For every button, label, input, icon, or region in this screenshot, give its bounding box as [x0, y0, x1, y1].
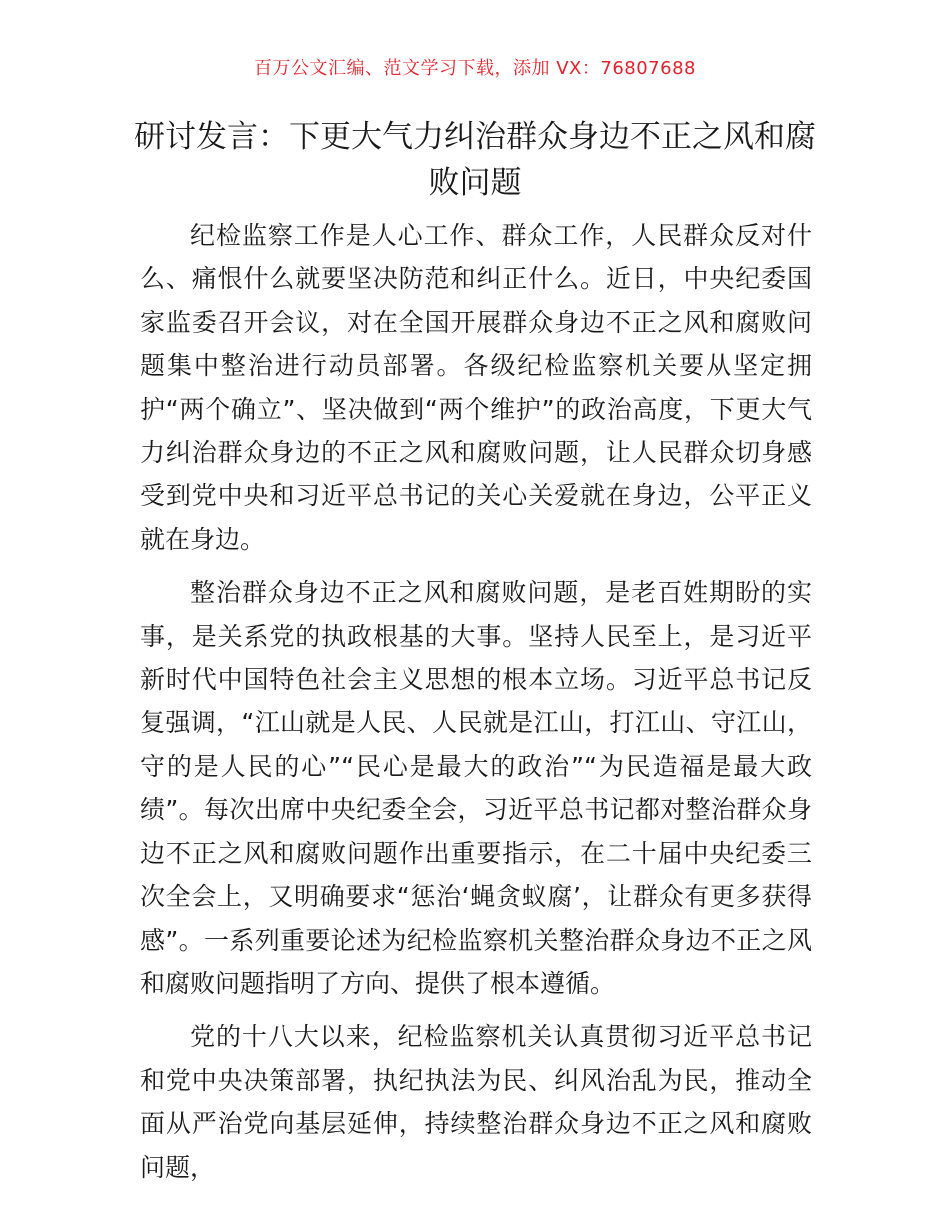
document-title: 研讨发言：下更大气力纠治群众身边不正之风和腐败问题 — [134, 119, 816, 201]
document-body — [140, 214, 812, 1199]
header-watermark-note: 百万公文汇编、范文学习下载，添加 VX：76807688 — [254, 58, 696, 79]
paragraph-1: 纪检监察工作是人心工作、群众工作，人民群众反对什么、痛恨什么就要坚决防范和纠正什么。近日，中央纪委国家监委召开会议，对在全国开展群众身边不正之风和腐败问题集中整治进行动员部署。各级纪检监察机关要从坚定拥护“两个确立”、坚决做到“两个维护”的政治高度，下更大气力纠治群众身边的不正之风和腐败问题，让人民群众切身感受到党中央和习近平总书记的关心关爱就在身边，公平正义就在身边。 — [140, 221, 812, 554]
paragraph-2: 整治群众身边不正之风和腐败问题，是老百姓期盼的实事，是关系党的执政根基的大事。坚持人民至上，是习近平新时代中国特色社会主义思想的根本立场。习近平总书记反复强调，“江山就是人民、人民就是江山，打江山、守江山，守的是人民的心”“民心是最大的政治”“为民造福是最大政绩”。每次出席中央纪委全会，习近平总书记都对整治群众身边不正之风和腐败问题作出重要指示，在二十届中央纪委三次全会上，又明确要求“惩治‘蝇贪蚁腐’，让群众有更多获得感”。一系列重要论述为纪检监察机关整治群众身边不正之风和腐败问题指明了方向、提供了根本遵循。 — [140, 578, 812, 998]
paragraph-3: 党的十八大以来，纪检监察机关认真贯彻习近平总书记和党中央决策部署，执纪执法为民、纠风治乱为民，推动全面从严治党向基层延伸，持续整治群众身边不正之风和腐败问题， — [140, 1022, 812, 1182]
